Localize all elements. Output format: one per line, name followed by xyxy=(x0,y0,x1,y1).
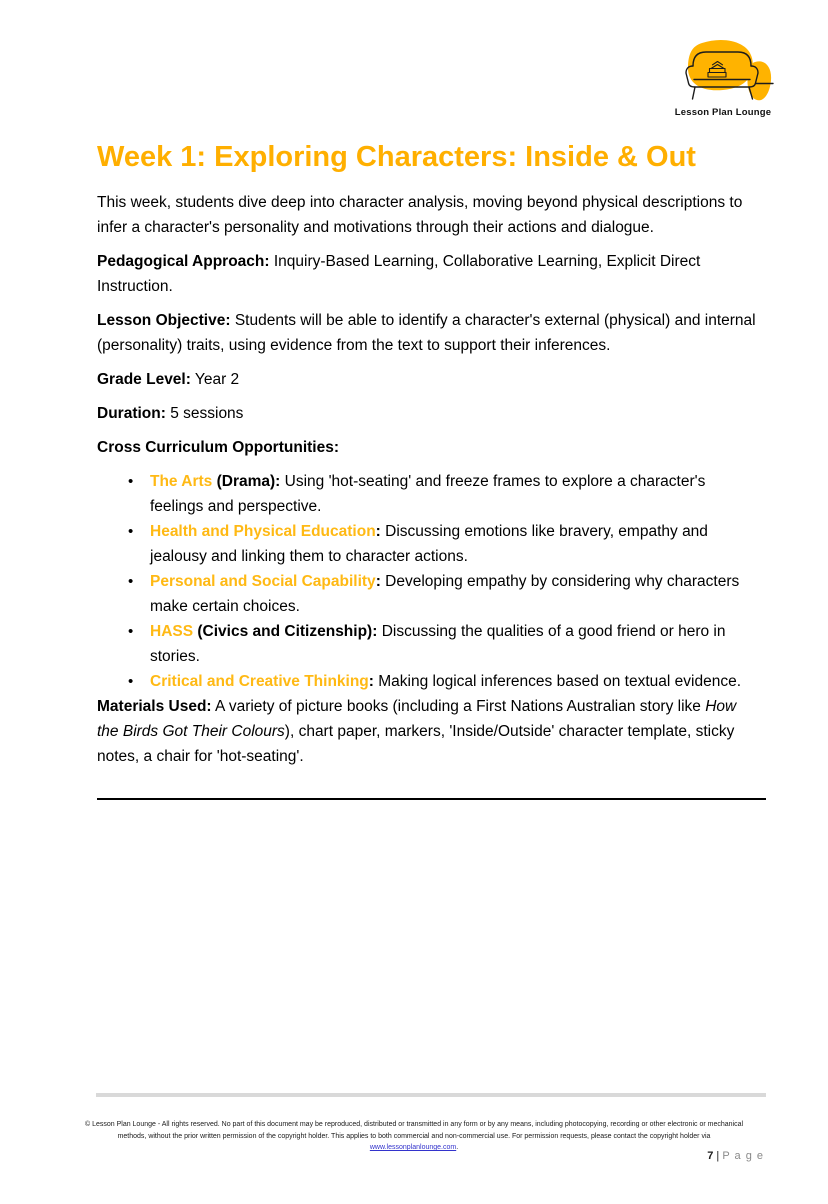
page-number-separator: | xyxy=(713,1150,723,1162)
field-label: Materials Used: xyxy=(97,698,212,715)
grade-level xyxy=(97,367,757,392)
field-label: Pedagogical Approach: xyxy=(97,253,270,270)
lesson-plan-content xyxy=(97,141,766,800)
list-item xyxy=(97,469,757,519)
brand-logo xyxy=(666,36,780,118)
materials-text: A variety of picture books (including a First Nations Australian story like xyxy=(211,698,706,715)
list-item-text: Discussing emotions like bravery, empathy and jealousy and linking them to character actions. xyxy=(150,523,708,565)
cross-curriculum-list xyxy=(97,469,757,694)
duration xyxy=(97,401,757,426)
field-value: Students will be able to identify a character's external (physical) and internal (personality) traits, using evidence from the text to support their inferences. xyxy=(97,312,756,354)
couch-with-books-icon xyxy=(668,36,778,106)
lesson-objective xyxy=(97,308,757,358)
list-item-text: Making logical inferences based on textual evidence. xyxy=(373,673,742,690)
copyright-text: © Lesson Plan Lounge - All rights reserved. No part of this document may be reproduced, distributed or transmitted in any form or by any means, including photocopying, recording or other electronic or mechanical methods, without the prior written permission of the copyright holder. This applies to both commercial and non-commercial use. For permission requests, please contact the copyright holder via xyxy=(84,1121,744,1140)
cross-curriculum-heading xyxy=(97,435,757,460)
materials-paragraph xyxy=(97,694,757,769)
list-item xyxy=(97,669,757,694)
keyword-bold-suffix: : xyxy=(375,573,381,590)
field-label: Duration: xyxy=(97,405,166,422)
intro-text: This week, students dive deep into character analysis, moving beyond physical descriptions to infer a character's personality and motivations through their actions and dialogue. xyxy=(97,194,743,236)
curriculum-keyword: The Arts xyxy=(150,473,213,490)
page-number xyxy=(707,1150,764,1162)
page-title: Week 1: Exploring Characters: Inside & Out xyxy=(97,141,696,173)
curriculum-keyword: HASS xyxy=(150,623,194,640)
footer-link[interactable]: www.lessonplanlounge.com xyxy=(369,1144,457,1151)
field-label: Cross Curriculum Opportunities: xyxy=(97,439,339,456)
list-item xyxy=(97,519,757,569)
section-divider xyxy=(97,798,766,800)
list-item xyxy=(97,619,757,669)
curriculum-keyword: Health and Physical Education xyxy=(150,523,376,540)
materials-text: ), chart paper, markers, 'Inside/Outside' character template, sticky notes, a chair for 'hot-seating'. xyxy=(97,723,735,765)
keyword-bold-suffix: (Drama): xyxy=(212,473,281,490)
field-label: Lesson Objective: xyxy=(97,312,231,329)
footer-divider xyxy=(96,1093,766,1097)
page-word: P a g e xyxy=(722,1150,764,1162)
keyword-bold-suffix: : xyxy=(375,523,381,540)
copyright-text: . xyxy=(456,1144,459,1151)
list-item-text: Discussing the qualities of a good friend or hero in stories. xyxy=(150,623,726,665)
page-number-value: 7 xyxy=(707,1150,714,1162)
curriculum-keyword: Personal and Social Capability xyxy=(150,573,376,590)
curriculum-keyword: Critical and Creative Thinking xyxy=(150,673,369,690)
field-label: Grade Level: xyxy=(97,371,191,388)
brand-name: Lesson Plan Lounge xyxy=(674,107,772,118)
field-value: Inquiry-Based Learning, Collaborative Learning, Explicit Direct Instruction. xyxy=(97,253,701,295)
intro-paragraph xyxy=(97,190,757,240)
keyword-bold-suffix: : xyxy=(368,673,374,690)
book-title: How the Birds Got Their Colours xyxy=(97,698,737,740)
list-item xyxy=(97,569,757,619)
list-item-text: Developing empathy by considering why characters make certain choices. xyxy=(150,573,740,615)
pedagogical-approach xyxy=(97,249,757,299)
footer-copyright xyxy=(84,1119,744,1154)
field-value: Year 2 xyxy=(190,371,240,388)
keyword-bold-suffix: (Civics and Citizenship): xyxy=(193,623,378,640)
field-value: 5 sessions xyxy=(165,405,244,422)
list-item-text: Using 'hot-seating' and freeze frames to explore a character's feelings and perspective. xyxy=(150,473,706,515)
